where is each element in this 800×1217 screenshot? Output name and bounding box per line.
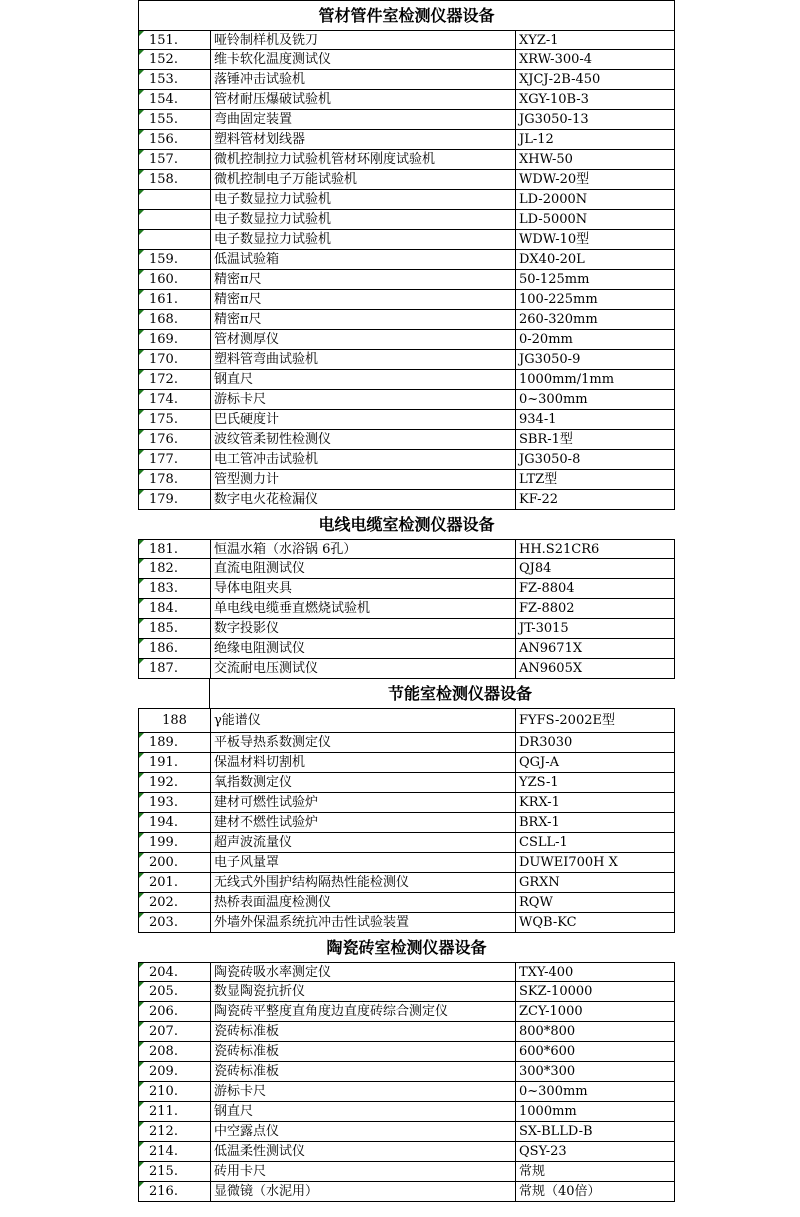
model-number: 0-20mm	[515, 330, 675, 350]
model-number: QJ84	[515, 559, 675, 579]
model-number: QSY-23	[515, 1142, 675, 1162]
equipment-name: 数字电火花检漏仪	[210, 490, 515, 510]
table-row	[138, 962, 675, 982]
equipment-name: 巴氏硬度计	[210, 410, 515, 430]
model-number: DUWEI700H X	[515, 853, 675, 873]
model-number: JG3050-13	[515, 110, 675, 130]
table-row	[138, 1002, 675, 1022]
item-number: 205.	[138, 982, 210, 1002]
model-number: 常规（40倍）	[515, 1182, 675, 1202]
table-row	[138, 773, 675, 793]
table-row	[138, 50, 675, 70]
cable-lab-table	[138, 539, 675, 679]
model-number: JT-3015	[515, 619, 675, 639]
model-number: LD-2000N	[515, 190, 675, 210]
equipment-name: 无线式外围护结构隔热性能检测仪	[210, 873, 515, 893]
model-number: FZ-8804	[515, 579, 675, 599]
table-row	[138, 793, 675, 813]
item-number: 212.	[138, 1122, 210, 1142]
equipment-name: 微机控制拉力试验机管材环刚度试验机	[210, 150, 515, 170]
equipment-name: 热桥表面温度检测仪	[210, 893, 515, 913]
table-row	[138, 893, 675, 913]
table-row	[138, 370, 675, 390]
model-number: XYZ-1	[515, 30, 675, 50]
equipment-name: 直流电阻测试仪	[210, 559, 515, 579]
table-row	[138, 913, 675, 933]
table-row	[138, 1102, 675, 1122]
item-number: 170.	[138, 350, 210, 370]
model-number: SX-BLLD-B	[515, 1122, 675, 1142]
model-number: FYFS-2002E型	[515, 708, 675, 733]
item-number	[138, 230, 210, 250]
table-row	[138, 1182, 675, 1202]
table-row	[138, 490, 675, 510]
model-number: 1000mm/1mm	[515, 370, 675, 390]
table-row	[138, 130, 675, 150]
item-number: 168.	[138, 310, 210, 330]
table-row	[138, 599, 675, 619]
model-number: 1000mm	[515, 1102, 675, 1122]
equipment-name: 电子数显拉力试验机	[210, 210, 515, 230]
equipment-name: 保温材料切割机	[210, 753, 515, 773]
equipment-name: 交流耐电压测试仪	[210, 659, 515, 679]
table-row	[138, 290, 675, 310]
model-number: DX40-20L	[515, 250, 675, 270]
item-number: 182.	[138, 559, 210, 579]
item-number: 191.	[138, 753, 210, 773]
model-number: XRW-300-4	[515, 50, 675, 70]
equipment-name: 数显陶瓷抗折仪	[210, 982, 515, 1002]
equipment-name: 砖用卡尺	[210, 1162, 515, 1182]
item-number: 177.	[138, 450, 210, 470]
model-number: 800*800	[515, 1022, 675, 1042]
item-number: 189.	[138, 733, 210, 753]
table-row	[138, 1022, 675, 1042]
equipment-name: 数字投影仪	[210, 619, 515, 639]
energy-lab-table	[138, 708, 675, 933]
model-number: WDW-20型	[515, 170, 675, 190]
item-number: 161.	[138, 290, 210, 310]
equipment-name: 绝缘电阻测试仪	[210, 639, 515, 659]
table-row	[138, 190, 675, 210]
section-title-tile-lab: 陶瓷砖室检测仪器设备	[326, 938, 487, 957]
item-number: 210.	[138, 1082, 210, 1102]
equipment-sheet	[138, 0, 675, 1202]
equipment-name: 维卡软化温度测试仪	[210, 50, 515, 70]
table-row	[138, 70, 675, 90]
equipment-name: 电子风量罩	[210, 853, 515, 873]
table-row	[138, 170, 675, 190]
item-number: 184.	[138, 599, 210, 619]
model-number: AN9671X	[515, 639, 675, 659]
equipment-name: 微机控制电子万能试验机	[210, 170, 515, 190]
table-row	[138, 390, 675, 410]
item-number: 158.	[138, 170, 210, 190]
item-number: 159.	[138, 250, 210, 270]
item-number: 203.	[138, 913, 210, 933]
equipment-name: 陶瓷砖平整度直角度边直度砖综合测定仪	[210, 1002, 515, 1022]
equipment-name: 低温试验箱	[210, 250, 515, 270]
equipment-name: 建材不燃性试验炉	[210, 813, 515, 833]
table-row	[138, 853, 675, 873]
model-number: WDW-10型	[515, 230, 675, 250]
item-number: 200.	[138, 853, 210, 873]
item-number: 183.	[138, 579, 210, 599]
model-number: QGJ-A	[515, 753, 675, 773]
model-number: 600*600	[515, 1042, 675, 1062]
table-row	[138, 733, 675, 753]
table-row	[138, 1062, 675, 1082]
equipment-name: 游标卡尺	[210, 390, 515, 410]
equipment-name: 平板导热系数测定仪	[210, 733, 515, 753]
model-number: XGY-10B-3	[515, 90, 675, 110]
item-number: 199.	[138, 833, 210, 853]
item-number: 175.	[138, 410, 210, 430]
item-number: 156.	[138, 130, 210, 150]
equipment-name: γ能谱仪	[210, 708, 515, 733]
table-row	[138, 833, 675, 853]
model-number: 0~300mm	[515, 1082, 675, 1102]
table-row	[138, 559, 675, 579]
equipment-name: 恒温水箱（水浴锅 6孔）	[210, 539, 515, 559]
item-number: 216.	[138, 1182, 210, 1202]
model-number: JL-12	[515, 130, 675, 150]
table-row	[138, 310, 675, 330]
table-row	[138, 470, 675, 490]
table-row	[138, 210, 675, 230]
table-row	[138, 1162, 675, 1182]
item-number: 185.	[138, 619, 210, 639]
equipment-name: 电子数显拉力试验机	[210, 190, 515, 210]
table-row	[138, 110, 675, 130]
equipment-name: 钢直尺	[210, 1102, 515, 1122]
section-title-pipe-lab: 管材管件室检测仪器设备	[138, 0, 675, 30]
item-number: 208.	[138, 1042, 210, 1062]
equipment-name: 瓷砖标准板	[210, 1042, 515, 1062]
item-number: 192.	[138, 773, 210, 793]
table-row	[138, 1142, 675, 1162]
table-row	[138, 1122, 675, 1142]
model-number: LTZ型	[515, 470, 675, 490]
equipment-name: 电工管冲击试验机	[210, 450, 515, 470]
item-number: 194.	[138, 813, 210, 833]
model-number: JG3050-9	[515, 350, 675, 370]
table-row	[138, 1042, 675, 1062]
model-number: 260-320mm	[515, 310, 675, 330]
table-row	[138, 230, 675, 250]
model-number: XJCJ-2B-450	[515, 70, 675, 90]
table-row	[138, 270, 675, 290]
equipment-name: 建材可燃性试验炉	[210, 793, 515, 813]
model-number: SKZ-10000	[515, 982, 675, 1002]
table-row	[138, 350, 675, 370]
pipe-lab-table	[138, 30, 675, 510]
item-number: 172.	[138, 370, 210, 390]
table-row	[138, 330, 675, 350]
item-number: 209.	[138, 1062, 210, 1082]
item-number: 176.	[138, 430, 210, 450]
table-row	[138, 639, 675, 659]
equipment-name: 瓷砖标准板	[210, 1022, 515, 1042]
equipment-name: 瓷砖标准板	[210, 1062, 515, 1082]
item-number: 152.	[138, 50, 210, 70]
model-number: LD-5000N	[515, 210, 675, 230]
model-number: WQB-KC	[515, 913, 675, 933]
item-number: 202.	[138, 893, 210, 913]
equipment-name: 精密π尺	[210, 310, 515, 330]
table-row	[138, 150, 675, 170]
equipment-name: 电子数显拉力试验机	[210, 230, 515, 250]
item-number: 215.	[138, 1162, 210, 1182]
model-number: AN9605X	[515, 659, 675, 679]
model-number: FZ-8802	[515, 599, 675, 619]
model-number: ZCY-1000	[515, 1002, 675, 1022]
item-number: 181.	[138, 539, 210, 559]
table-row	[138, 90, 675, 110]
equipment-name: 钢直尺	[210, 370, 515, 390]
item-number: 151.	[138, 30, 210, 50]
item-number: 155.	[138, 110, 210, 130]
table-row	[138, 410, 675, 430]
table-row	[138, 579, 675, 599]
equipment-name: 塑料管材划线器	[210, 130, 515, 150]
model-number: 常规	[515, 1162, 675, 1182]
table-row	[138, 250, 675, 270]
equipment-name: 显微镜（水泥用）	[210, 1182, 515, 1202]
table-row	[138, 1082, 675, 1102]
table-row	[138, 813, 675, 833]
item-number: 204.	[138, 962, 210, 982]
equipment-name: 游标卡尺	[210, 1082, 515, 1102]
model-number: DR3030	[515, 733, 675, 753]
item-number: 186.	[138, 639, 210, 659]
item-number: 201.	[138, 873, 210, 893]
item-number: 169.	[138, 330, 210, 350]
item-number: 188	[138, 708, 210, 733]
item-number: 206.	[138, 1002, 210, 1022]
item-number	[138, 190, 210, 210]
item-number: 207.	[138, 1022, 210, 1042]
table-row	[138, 430, 675, 450]
equipment-name: 低温柔性测试仪	[210, 1142, 515, 1162]
model-number: 100-225mm	[515, 290, 675, 310]
model-number: HH.S21CR6	[515, 539, 675, 559]
model-number: 300*300	[515, 1062, 675, 1082]
table-row	[138, 659, 675, 679]
equipment-name: 陶瓷砖吸水率测定仪	[210, 962, 515, 982]
equipment-name: 落锤冲击试验机	[210, 70, 515, 90]
section-title-cable-lab: 电线电缆室检测仪器设备	[318, 515, 495, 534]
item-number: 154.	[138, 90, 210, 110]
equipment-name: 管材耐压爆破试验机	[210, 90, 515, 110]
model-number: 934-1	[515, 410, 675, 430]
item-number: 153.	[138, 70, 210, 90]
item-number: 193.	[138, 793, 210, 813]
equipment-name: 波纹管柔韧性检测仪	[210, 430, 515, 450]
model-number: XHW-50	[515, 150, 675, 170]
table-row	[138, 450, 675, 470]
item-number: 214.	[138, 1142, 210, 1162]
table-row	[138, 619, 675, 639]
table-row	[138, 30, 675, 50]
item-number: 211.	[138, 1102, 210, 1122]
equipment-name: 弯曲固定装置	[210, 110, 515, 130]
equipment-name: 精密π尺	[210, 270, 515, 290]
equipment-name: 中空露点仪	[210, 1122, 515, 1142]
model-number: SBR-1型	[515, 430, 675, 450]
equipment-name: 超声波流量仪	[210, 833, 515, 853]
item-number: 178.	[138, 470, 210, 490]
equipment-name: 管型测力计	[210, 470, 515, 490]
table-row	[138, 539, 675, 559]
equipment-name: 哑铃制样机及铣刀	[210, 30, 515, 50]
model-number: YZS-1	[515, 773, 675, 793]
model-number: RQW	[515, 893, 675, 913]
equipment-name: 管材测厚仪	[210, 330, 515, 350]
table-row	[138, 873, 675, 893]
equipment-name: 外墙外保温系统抗冲击性试验装置	[210, 913, 515, 933]
item-number	[138, 210, 210, 230]
table-row	[138, 753, 675, 773]
model-number: 50-125mm	[515, 270, 675, 290]
model-number: GRXN	[515, 873, 675, 893]
item-number: 157.	[138, 150, 210, 170]
item-number: 179.	[138, 490, 210, 510]
model-number: TXY-400	[515, 962, 675, 982]
equipment-name: 氧指数测定仪	[210, 773, 515, 793]
model-number: CSLL-1	[515, 833, 675, 853]
model-number: KF-22	[515, 490, 675, 510]
item-number: 174.	[138, 390, 210, 410]
model-number: 0~300mm	[515, 390, 675, 410]
model-number: BRX-1	[515, 813, 675, 833]
equipment-name: 精密π尺	[210, 290, 515, 310]
model-number: JG3050-8	[515, 450, 675, 470]
model-number: KRX-1	[515, 793, 675, 813]
equipment-name: 导体电阻夹具	[210, 579, 515, 599]
table-row	[138, 982, 675, 1002]
equipment-name: 塑料管弯曲试验机	[210, 350, 515, 370]
section-title-energy-lab: 节能室检测仪器设备	[138, 679, 675, 708]
equipment-name: 单电线电缆垂直燃烧试验机	[210, 599, 515, 619]
tile-lab-table	[138, 962, 675, 1202]
item-number: 160.	[138, 270, 210, 290]
item-number: 187.	[138, 659, 210, 679]
table-row	[138, 708, 675, 733]
